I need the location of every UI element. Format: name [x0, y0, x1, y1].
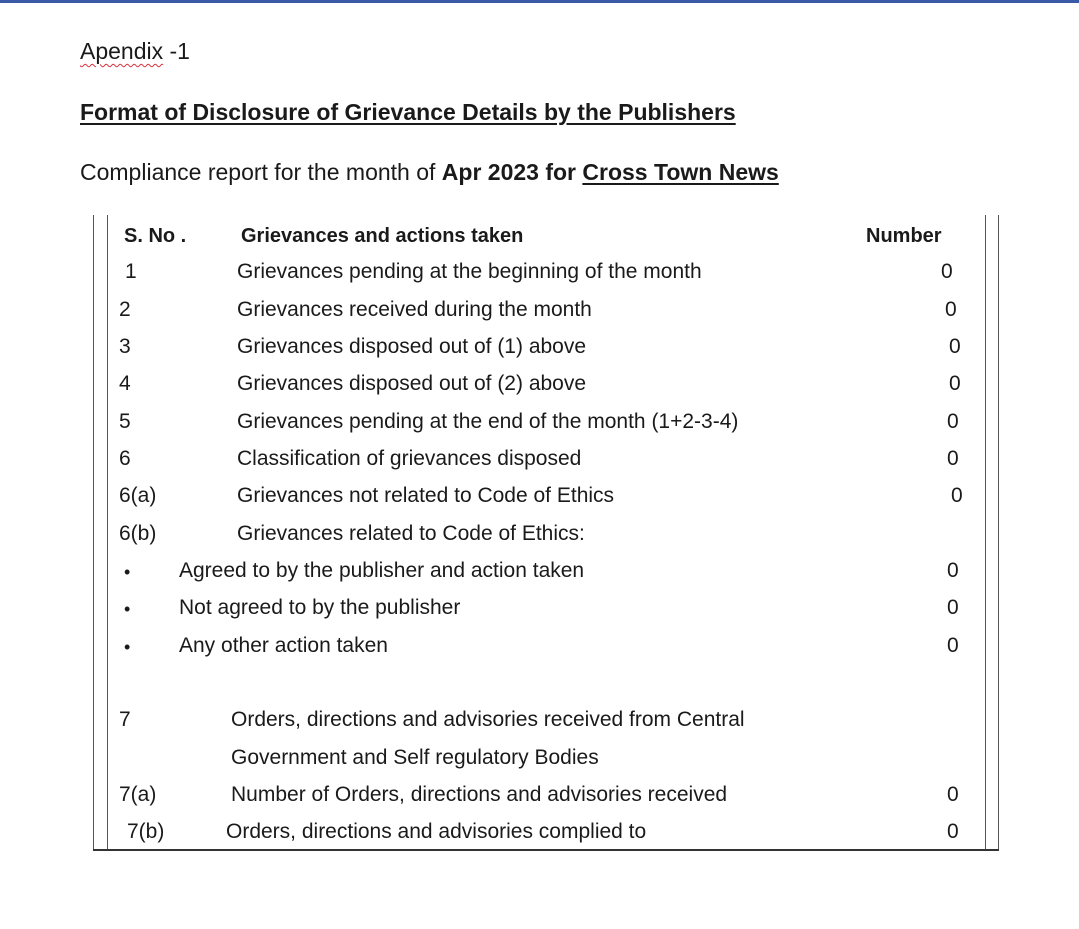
window-top-border [0, 0, 1079, 3]
table-right-border-outer [998, 215, 999, 851]
row-description: Orders, directions and advisories complied to [226, 820, 647, 843]
row-description: Number of Orders, directions and advisories received [231, 783, 728, 806]
row-sno: 7 [119, 708, 131, 731]
publisher-name: Cross Town News [582, 159, 779, 185]
row-sno: 6(a) [119, 484, 157, 507]
row-description: Any other action taken [179, 634, 388, 657]
row-sno: 4 [119, 372, 131, 395]
row-sno: 5 [119, 410, 131, 433]
row-number: 0 [949, 372, 961, 395]
table-left-border-inner [107, 215, 108, 851]
appendix-label [80, 38, 190, 65]
row-number: 0 [947, 634, 959, 657]
row-description-continued: Government and Self regulatory Bodies [231, 746, 599, 769]
row-sno: 6 [119, 447, 131, 470]
row-number: 0 [947, 783, 959, 806]
row-number: 0 [947, 559, 959, 582]
spellcheck-flagged-word[interactable]: Apendix [80, 38, 164, 64]
table-bottom-border [93, 849, 999, 851]
row-sno: 7(b) [127, 820, 165, 843]
header-number: Number [866, 225, 942, 247]
row-description: Grievances received during the month [237, 298, 592, 321]
row-description: Grievances not related to Code of Ethics [237, 484, 615, 507]
row-number: 0 [947, 410, 959, 433]
row-number: 0 [947, 447, 959, 470]
row-sno: 7(a) [119, 783, 157, 806]
row-sno: 6(b) [119, 522, 157, 545]
row-number: 0 [949, 335, 961, 358]
row-description: Grievances pending at the end of the month (1+2-3-4) [237, 410, 739, 433]
row-sno: 3 [119, 335, 131, 358]
bullet-icon: • [124, 599, 131, 619]
subtitle-prefix: Compliance report for the month of [80, 159, 442, 185]
row-number: 0 [951, 484, 963, 507]
table-right-border-inner [985, 215, 986, 851]
bullet-icon: • [124, 562, 131, 582]
row-sno: 2 [119, 298, 131, 321]
row-number: 0 [947, 820, 959, 843]
row-description: Grievances disposed out of (1) above [237, 335, 587, 358]
bullet-icon: • [124, 637, 131, 657]
row-description: Grievances disposed out of (2) above [237, 372, 587, 395]
row-description: Orders, directions and advisories received from Central [231, 708, 745, 731]
header-sno: S. No . [124, 225, 187, 247]
row-number: 0 [945, 298, 957, 321]
subtitle-month: Apr 2023 for [441, 159, 583, 185]
row-sno: 1 [125, 260, 137, 283]
row-description: Grievances pending at the beginning of the month [237, 260, 702, 283]
table-left-border-outer [93, 215, 94, 851]
row-description: Grievances related to Code of Ethics: [237, 522, 585, 545]
document-title: Format of Disclosure of Grievance Details by the Publishers [80, 99, 736, 125]
row-number: 0 [947, 596, 959, 619]
appendix-number: -1 [163, 38, 190, 64]
report-subtitle [80, 159, 779, 186]
row-description: Agreed to by the publisher and action taken [179, 559, 585, 582]
row-description: Not agreed to by the publisher [179, 596, 461, 619]
row-description: Classification of grievances disposed [237, 447, 582, 470]
header-description: Grievances and actions taken [241, 225, 524, 247]
row-number: 0 [941, 260, 953, 283]
